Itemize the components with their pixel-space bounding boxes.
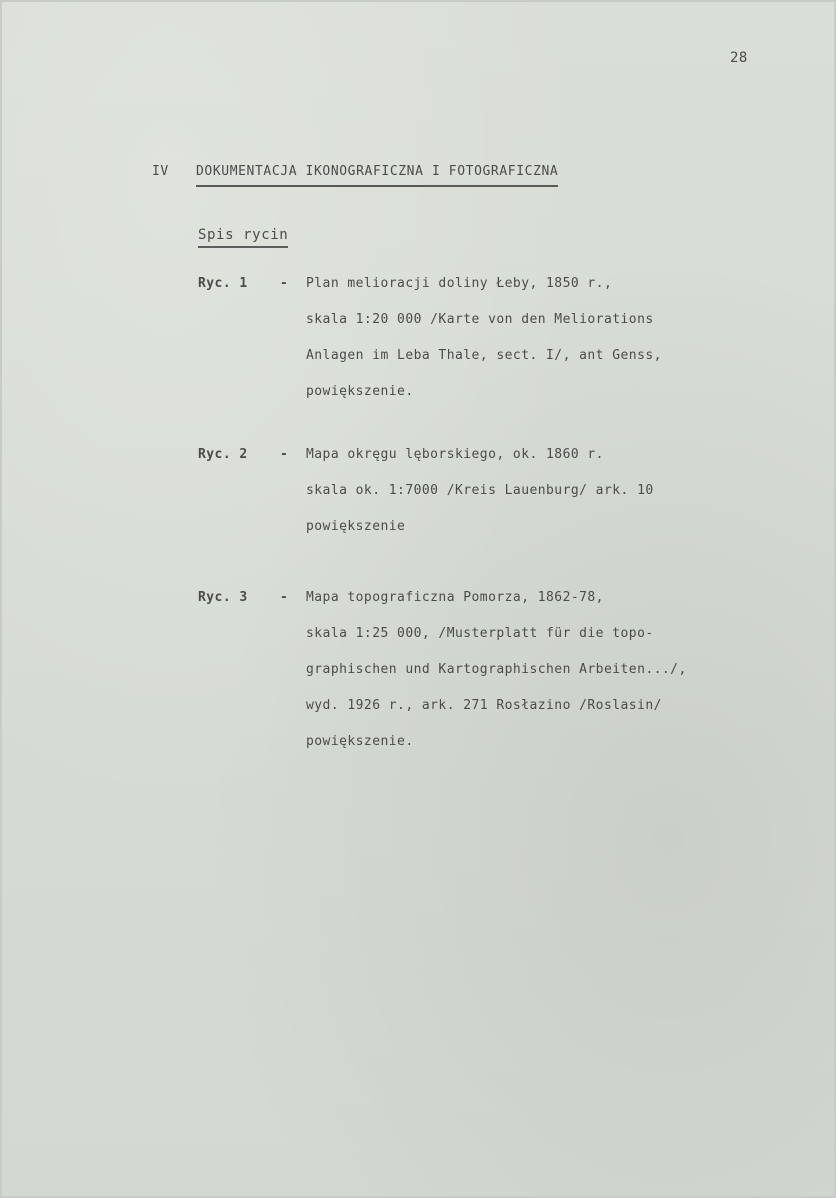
page-number: 28 [730, 50, 748, 66]
figure-label: Ryc. 1 [198, 276, 248, 291]
figure-description-line: powiększenie. [306, 734, 414, 749]
figure-description-line: skala ok. 1:7000 /Kreis Lauenburg/ ark. 10 [306, 483, 654, 498]
figure-dash: - [280, 447, 289, 462]
figure-description-line: Mapa okręgu lęborskiego, ok. 1860 r. [306, 447, 604, 462]
figure-dash: - [280, 276, 289, 291]
figure-description-line: Plan melioracji doliny Łeby, 1850 r., [306, 276, 613, 291]
section-heading [152, 164, 558, 187]
figure-dash: - [280, 590, 289, 605]
figure-description [306, 437, 808, 545]
figure-entry-1 [198, 266, 808, 410]
figure-description-line: wyd. 1926 r., ark. 271 Rosłazino /Roslasin/ [306, 698, 662, 713]
figure-label: Ryc. 3 [198, 590, 248, 605]
figure-label: Ryc. 2 [198, 447, 248, 462]
figure-description-line: Anlagen im Leba Thale, sect. I/, ant Genss, [306, 348, 662, 363]
figure-description-line: skala 1:25 000, /Musterplatt für die topo- [306, 626, 654, 641]
figure-description-line: Mapa topograficzna Pomorza, 1862-78, [306, 590, 604, 605]
section-number: IV [152, 164, 169, 179]
section-title: DOKUMENTACJA IKONOGRAFICZNA I FOTOGRAFICZNA [196, 164, 558, 187]
figure-description-line: skala 1:20 000 /Karte von den Meliorations [306, 312, 654, 327]
figure-description [306, 580, 808, 760]
figure-description-line: powiększenie. [306, 384, 414, 399]
figure-description-line: powiększenie [306, 519, 406, 534]
figure-entry-2 [198, 437, 808, 545]
figure-entry-3 [198, 580, 808, 760]
figure-description-line: graphischen und Kartographischen Arbeiten.../, [306, 662, 687, 677]
figure-description [306, 266, 808, 410]
list-title: Spis rycin [198, 227, 288, 248]
figure-list [198, 266, 808, 760]
